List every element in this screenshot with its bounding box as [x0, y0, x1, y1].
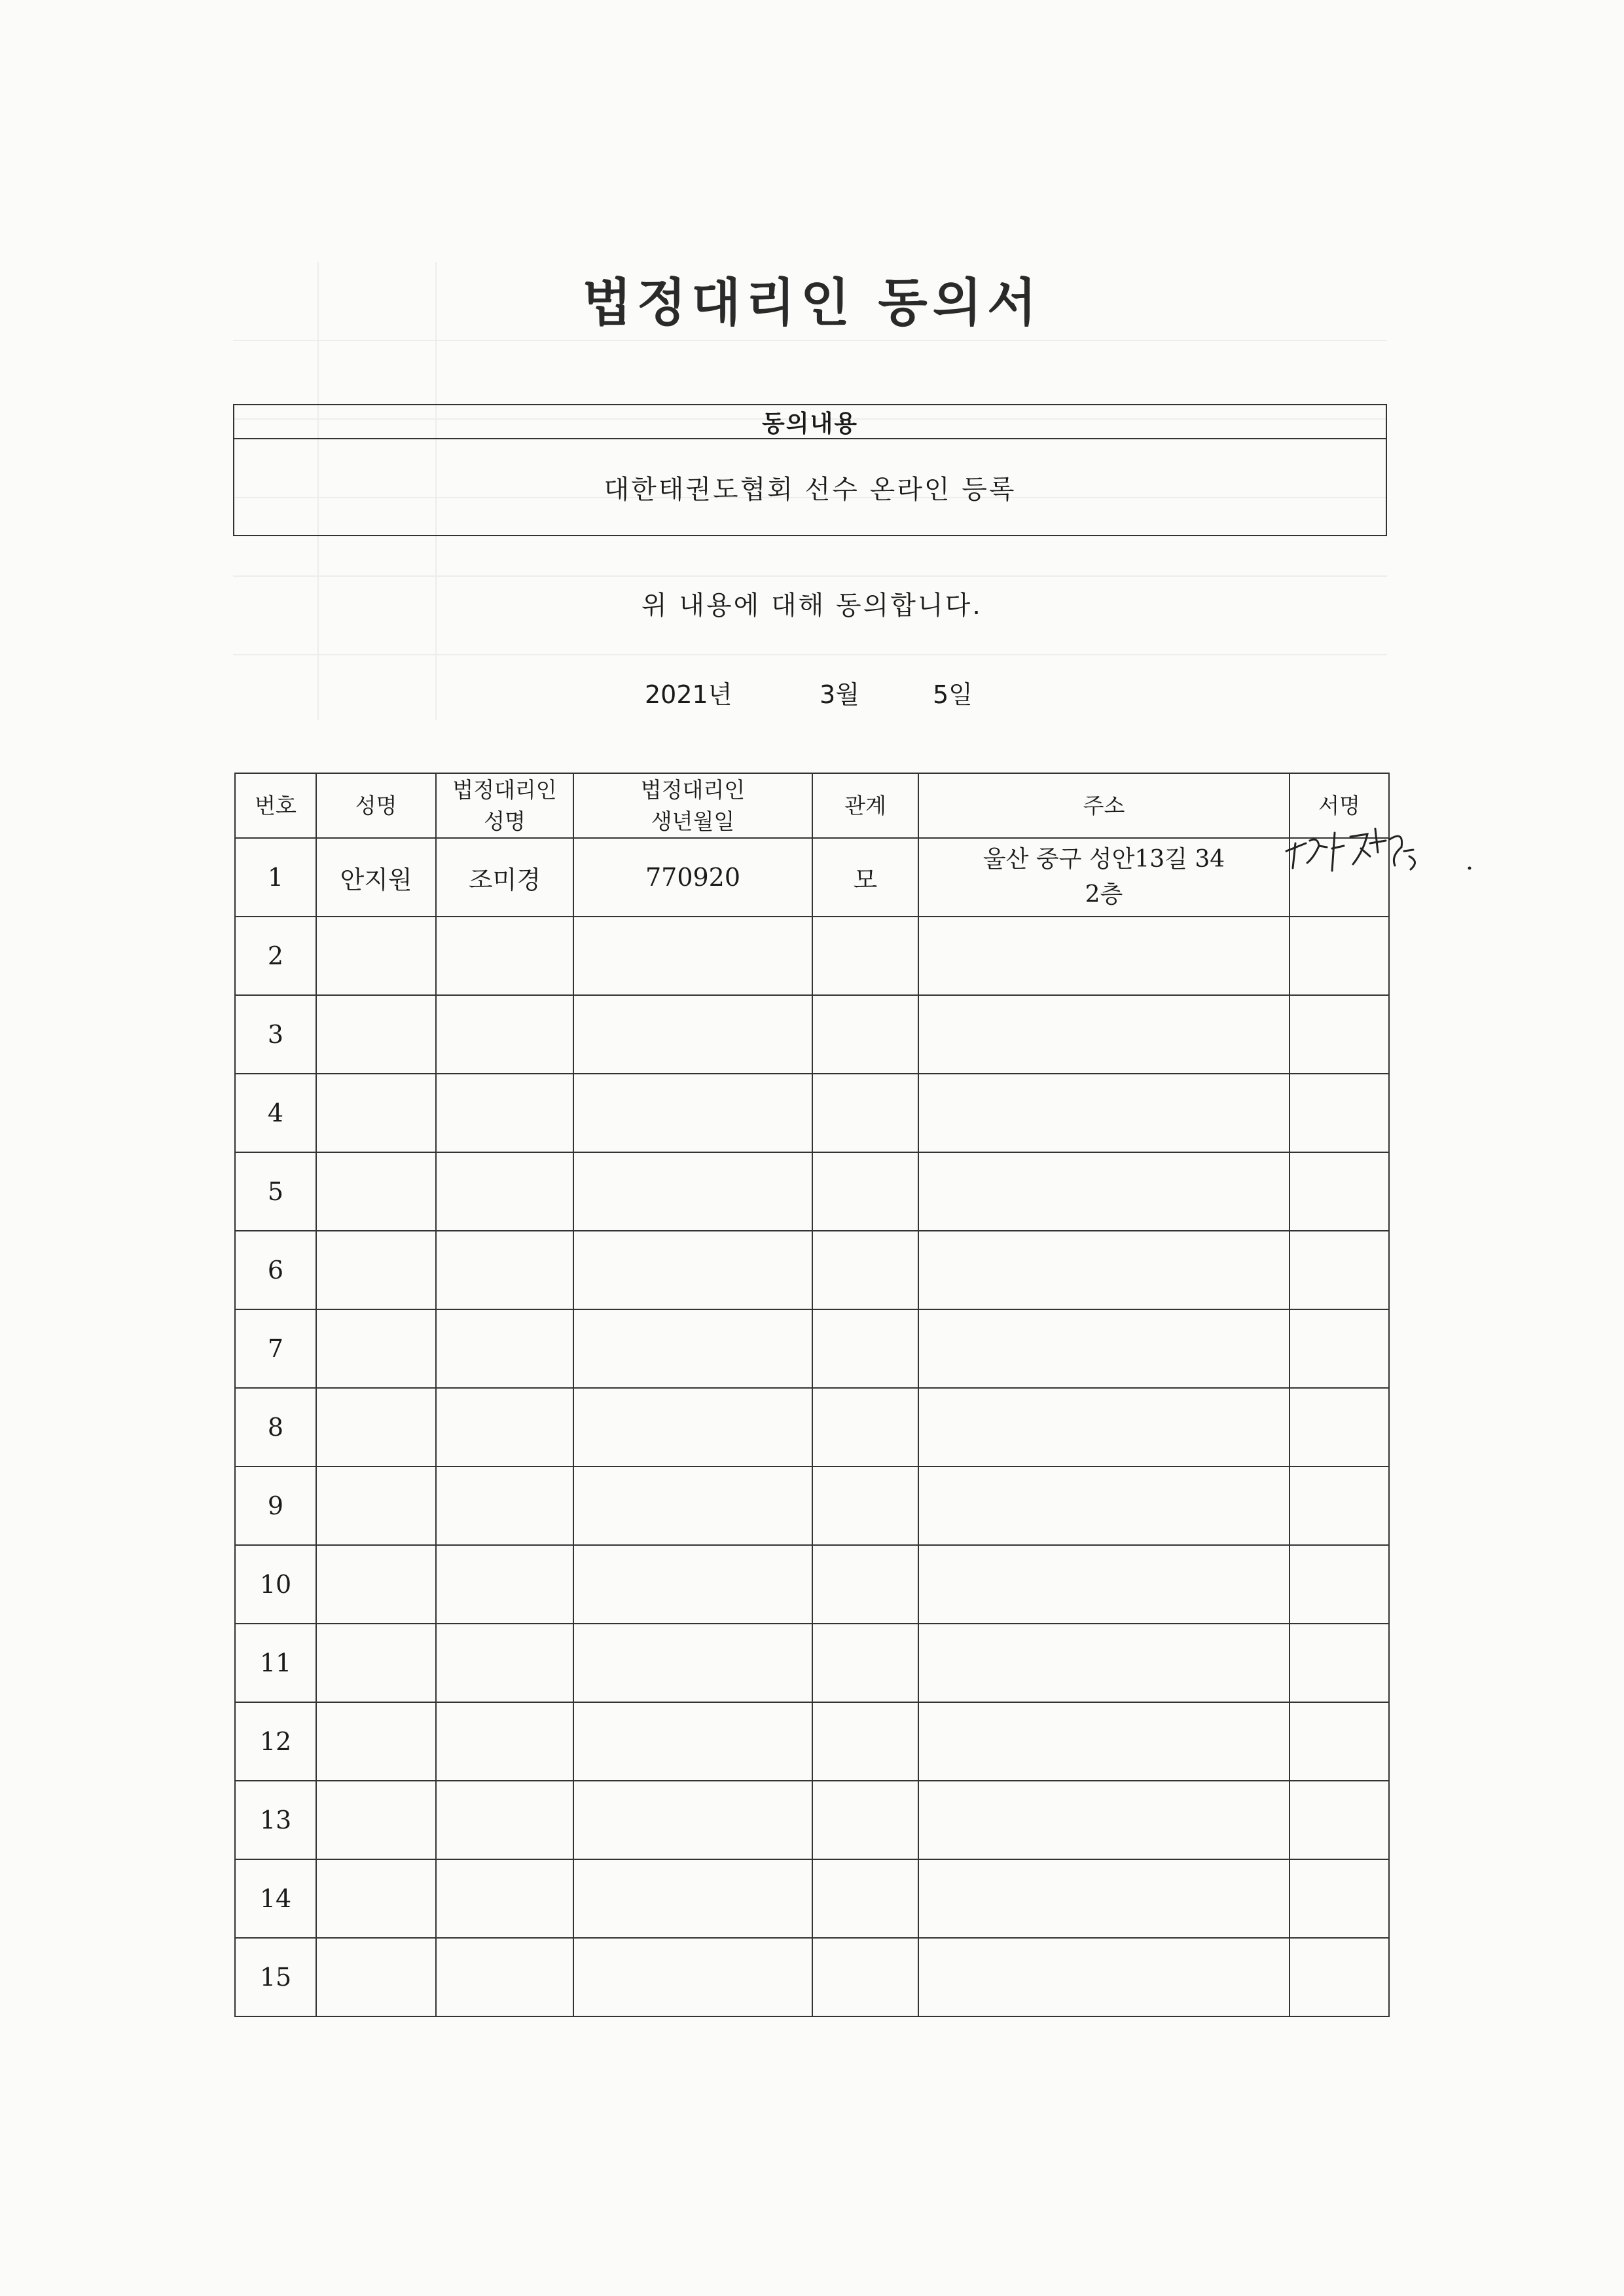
- cell-name: [316, 1702, 436, 1781]
- cell-name: [316, 995, 436, 1074]
- table-row: [235, 1074, 1389, 1152]
- cell-guardian-name: [436, 1467, 573, 1545]
- cell-address: [918, 1545, 1290, 1624]
- cell-guardian-name: [436, 1545, 573, 1624]
- cell-guardian-name: [436, 1624, 573, 1702]
- header-name: 성명: [316, 773, 436, 838]
- cell-address: [918, 1231, 1290, 1309]
- cell-no: 13: [235, 1781, 316, 1859]
- header-signature: 서명: [1290, 773, 1389, 838]
- cell-address: [918, 917, 1290, 995]
- cell-address: [918, 1702, 1290, 1781]
- cell-guardian-birth: [573, 1309, 812, 1388]
- cell-address: [918, 1859, 1290, 1938]
- cell-relation: [812, 1467, 918, 1545]
- cell-guardian-birth: [573, 1231, 812, 1309]
- date-year: 2021년: [645, 680, 732, 709]
- cell-name: [316, 1781, 436, 1859]
- consent-box: [233, 404, 1387, 536]
- cell-relation: [812, 1624, 918, 1702]
- cell-signature: [1290, 1702, 1389, 1781]
- cell-address: [918, 1467, 1290, 1545]
- agreement-statement: 위 내용에 대해 동의합니다.: [641, 591, 983, 621]
- header-relation: 관계: [812, 773, 918, 838]
- cell-guardian-birth: [573, 1074, 812, 1152]
- document-title: 법정대리인 동의서: [582, 274, 1042, 333]
- cell-no: 11: [235, 1624, 316, 1702]
- cell-relation: [812, 1152, 918, 1231]
- cell-guardian-birth: [573, 1702, 812, 1781]
- cell-signature: [1290, 1231, 1389, 1309]
- cell-guardian-name: [436, 1388, 573, 1467]
- consent-content: 대한태권도협회 선수 온라인 등록: [604, 474, 1017, 505]
- cell-guardian-name: [436, 1938, 573, 2016]
- cell-address: [918, 1938, 1290, 2016]
- cell-address: [918, 1388, 1290, 1467]
- table-row: [235, 1859, 1389, 1938]
- cell-name: [316, 1231, 436, 1309]
- cell-signature: [1290, 1781, 1389, 1859]
- table-row: [235, 1309, 1389, 1388]
- cell-name: [316, 1545, 436, 1624]
- cell-guardian-birth: [573, 1545, 812, 1624]
- cell-no: 8: [235, 1388, 316, 1467]
- cell-guardian-name: [436, 1859, 573, 1938]
- cell-guardian-birth: [573, 1938, 812, 2016]
- cell-no: 7: [235, 1309, 316, 1388]
- cell-address: [918, 1309, 1290, 1388]
- table-row: [235, 1231, 1389, 1309]
- cell-address: [918, 1074, 1290, 1152]
- cell-no: 5: [235, 1152, 316, 1231]
- handwritten-signature: [1280, 817, 1489, 876]
- cell-signature: [1290, 1074, 1389, 1152]
- cell-relation: [812, 1859, 918, 1938]
- cell-name: [316, 917, 436, 995]
- cell-guardian-name: 조미경: [436, 838, 573, 917]
- cell-address: [918, 1781, 1290, 1859]
- table-row: [235, 1702, 1389, 1781]
- cell-signature: [1290, 1309, 1389, 1388]
- table-row: [235, 1938, 1389, 2016]
- cell-signature: [1290, 1859, 1389, 1938]
- cell-no: 9: [235, 1467, 316, 1545]
- cell-name: [316, 1074, 436, 1152]
- table-row: [235, 1388, 1389, 1467]
- cell-signature: [1290, 995, 1389, 1074]
- cell-relation: [812, 1388, 918, 1467]
- cell-guardian-birth: [573, 1467, 812, 1545]
- table-row: [235, 838, 1389, 917]
- cell-guardian-name: [436, 917, 573, 995]
- cell-relation: [812, 1702, 918, 1781]
- cell-no: 3: [235, 995, 316, 1074]
- cell-no: 2: [235, 917, 316, 995]
- cell-name: [316, 1152, 436, 1231]
- cell-signature: [1290, 1624, 1389, 1702]
- cell-address: 울산 중구 성안13길 34 2층: [918, 838, 1290, 917]
- cell-name: [316, 1859, 436, 1938]
- cell-no: 1: [235, 838, 316, 917]
- cell-signature: [1290, 1467, 1389, 1545]
- cell-signature: [1290, 1152, 1389, 1231]
- cell-guardian-name: [436, 1702, 573, 1781]
- cell-guardian-name: [436, 1074, 573, 1152]
- cell-guardian-birth: [573, 1859, 812, 1938]
- table-header-row: [235, 773, 1389, 838]
- cell-relation: [812, 1545, 918, 1624]
- header-guardian-name: 법정대리인 성명: [436, 773, 573, 838]
- cell-name: 안지원: [316, 838, 436, 917]
- cell-guardian-birth: [573, 1152, 812, 1231]
- cell-relation: [812, 917, 918, 995]
- header-no: 번호: [235, 773, 316, 838]
- cell-no: 6: [235, 1231, 316, 1309]
- cell-no: 12: [235, 1702, 316, 1781]
- cell-no: 10: [235, 1545, 316, 1624]
- consent-header: 동의내용: [234, 405, 1386, 439]
- table-row: [235, 1624, 1389, 1702]
- cell-guardian-name: [436, 1152, 573, 1231]
- header-address: 주소: [918, 773, 1290, 838]
- cell-signature: [1290, 1545, 1389, 1624]
- table-row: [235, 1545, 1389, 1624]
- cell-address: [918, 1624, 1290, 1702]
- cell-guardian-birth: [573, 995, 812, 1074]
- table-row: [235, 917, 1389, 995]
- cell-guardian-birth: [573, 1781, 812, 1859]
- cell-relation: [812, 1938, 918, 2016]
- cell-name: [316, 1309, 436, 1388]
- cell-relation: [812, 1309, 918, 1388]
- cell-no: 14: [235, 1859, 316, 1938]
- header-guardian-birth: 법정대리인 생년월일: [573, 773, 812, 838]
- cell-guardian-name: [436, 1309, 573, 1388]
- cell-relation: [812, 1231, 918, 1309]
- table-row: [235, 1467, 1389, 1545]
- cell-no: 15: [235, 1938, 316, 2016]
- cell-relation: [812, 995, 918, 1074]
- cell-guardian-name: [436, 1231, 573, 1309]
- cell-address: [918, 995, 1290, 1074]
- cell-guardian-name: [436, 995, 573, 1074]
- date-day: 5일: [933, 680, 973, 709]
- cell-guardian-birth: 770920: [573, 838, 812, 917]
- cell-signature: [1290, 1938, 1389, 2016]
- cell-no: 4: [235, 1074, 316, 1152]
- cell-address: [918, 1152, 1290, 1231]
- table-row: [235, 1781, 1389, 1859]
- cell-signature: [1290, 1388, 1389, 1467]
- guardian-roster-table: [234, 773, 1390, 2017]
- cell-signature: [1290, 917, 1389, 995]
- cell-guardian-birth: [573, 1624, 812, 1702]
- cell-guardian-name: [436, 1781, 573, 1859]
- cell-name: [316, 1624, 436, 1702]
- cell-name: [316, 1388, 436, 1467]
- cell-relation: [812, 1074, 918, 1152]
- cell-relation: [812, 1781, 918, 1859]
- cell-name: [316, 1467, 436, 1545]
- cell-relation: 모: [812, 838, 918, 917]
- cell-guardian-birth: [573, 1388, 812, 1467]
- table-row: [235, 1152, 1389, 1231]
- table-row: [235, 995, 1389, 1074]
- cell-guardian-birth: [573, 917, 812, 995]
- date-month: 3월: [820, 680, 859, 709]
- cell-name: [316, 1938, 436, 2016]
